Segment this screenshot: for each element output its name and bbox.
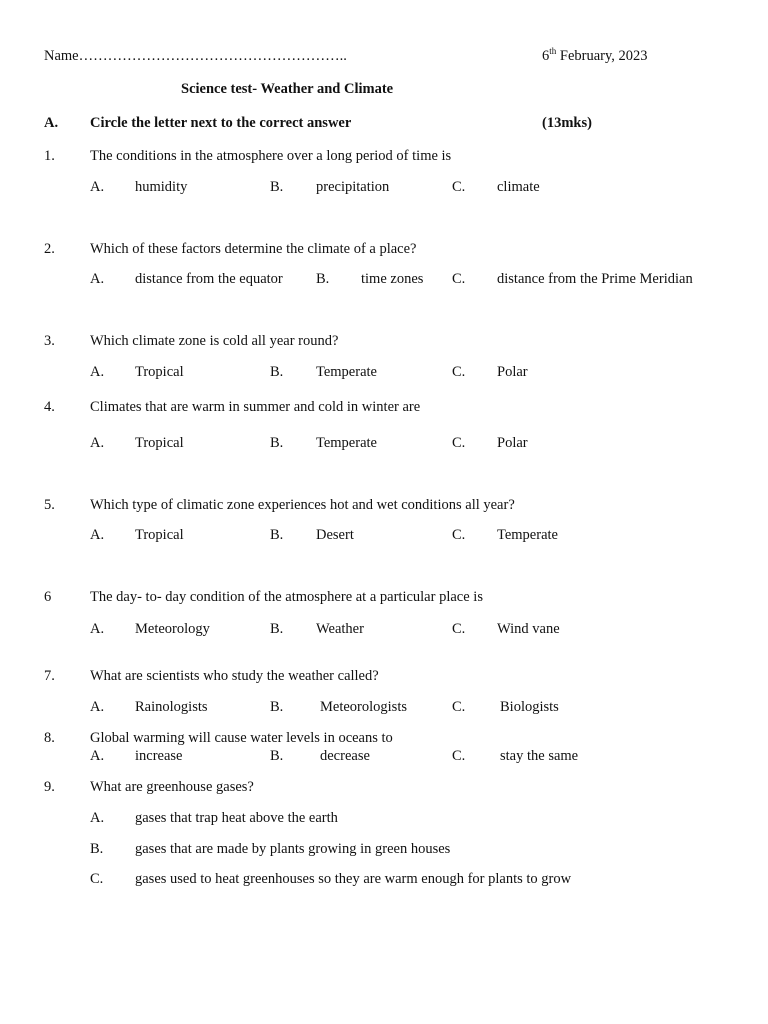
option-letter[interactable]: C. xyxy=(452,748,466,764)
question-number: 1. xyxy=(44,148,55,164)
option-letter[interactable]: B. xyxy=(270,621,284,637)
option-text: stay the same xyxy=(500,748,579,764)
question-text: What are scientists who study the weather called? xyxy=(90,668,379,684)
option-letter[interactable]: B. xyxy=(270,699,284,715)
option-letter[interactable]: A. xyxy=(90,527,105,543)
option-text: Tropical xyxy=(135,364,184,380)
option-letter[interactable]: A. xyxy=(90,621,105,637)
test-date: 6th February, 2023 xyxy=(542,46,648,64)
option-text: precipitation xyxy=(316,179,390,195)
option-letter[interactable]: A. xyxy=(90,699,105,715)
question-number: 4. xyxy=(44,399,55,415)
option-text: decrease xyxy=(320,748,370,764)
question-number: 6 xyxy=(44,589,52,605)
option-letter[interactable]: C. xyxy=(452,271,466,287)
question-text: The conditions in the atmosphere over a long period of time is xyxy=(90,148,452,164)
option-text: humidity xyxy=(135,179,188,195)
question-number: 7. xyxy=(44,668,55,684)
option-letter[interactable]: B. xyxy=(316,271,330,287)
option-text: Weather xyxy=(316,621,364,637)
option-text: climate xyxy=(497,179,540,195)
question-text: Climates that are warm in summer and cold in winter are xyxy=(90,399,421,415)
option-text: increase xyxy=(135,748,183,764)
option-text: gases that are made by plants growing in green houses xyxy=(135,841,451,857)
option-text: Desert xyxy=(316,527,354,543)
option-letter[interactable]: A. xyxy=(90,748,105,764)
option-letter[interactable]: C. xyxy=(452,364,466,380)
option-letter[interactable]: A. xyxy=(90,179,105,195)
option-text: Polar xyxy=(497,364,528,380)
question-text: Global warming will cause water levels in oceans to xyxy=(90,730,393,746)
option-letter[interactable]: C. xyxy=(90,871,104,887)
option-text: Tropical xyxy=(135,527,184,543)
question-text: Which of these factors determine the climate of a place? xyxy=(90,241,417,257)
option-letter[interactable]: B. xyxy=(270,179,284,195)
question-text: The day- to- day condition of the atmosphere at a particular place is xyxy=(90,589,483,605)
option-text: Temperate xyxy=(316,364,377,380)
option-letter[interactable]: C. xyxy=(452,527,466,543)
option-letter[interactable]: C. xyxy=(452,699,466,715)
option-letter[interactable]: B. xyxy=(90,841,104,857)
option-letter[interactable]: B. xyxy=(270,748,284,764)
section-instruction: Circle the letter next to the correct answer xyxy=(90,115,352,131)
option-text: distance from the Prime Meridian xyxy=(497,271,693,287)
question-number: 2. xyxy=(44,241,55,257)
option-letter[interactable]: C. xyxy=(452,621,466,637)
option-text: Temperate xyxy=(497,527,558,543)
option-text: time zones xyxy=(361,271,424,287)
option-text: gases that trap heat above the earth xyxy=(135,810,338,826)
option-text: Tropical xyxy=(135,435,184,451)
question-text: Which climate zone is cold all year round? xyxy=(90,333,339,349)
option-letter[interactable]: B. xyxy=(270,527,284,543)
option-text: Polar xyxy=(497,435,528,451)
option-letter[interactable]: A. xyxy=(90,810,105,826)
question-number: 9. xyxy=(44,779,55,795)
section-letter: A. xyxy=(44,115,59,131)
option-text: Meteorologists xyxy=(320,699,407,715)
option-text: Wind vane xyxy=(497,621,560,637)
option-letter[interactable]: B. xyxy=(270,364,284,380)
option-text: Meteorology xyxy=(135,621,210,637)
option-letter[interactable]: A. xyxy=(90,364,105,380)
option-text: gases used to heat greenhouses so they are warm enough for plants to grow xyxy=(135,871,572,887)
option-letter[interactable]: C. xyxy=(452,435,466,451)
option-text: Biologists xyxy=(500,699,559,715)
question-text: Which type of climatic zone experiences hot and wet conditions all year? xyxy=(90,497,515,513)
name-field-label: Name……………………………………………….. xyxy=(44,48,347,64)
test-title: Science test- Weather and Climate xyxy=(181,81,394,97)
option-text: Rainologists xyxy=(135,699,208,715)
section-marks: (13mks) xyxy=(542,115,592,131)
question-number: 5. xyxy=(44,497,55,513)
question-number: 3. xyxy=(44,333,55,349)
option-text: Temperate xyxy=(316,435,377,451)
option-letter[interactable]: C. xyxy=(452,179,466,195)
option-letter[interactable]: B. xyxy=(270,435,284,451)
question-text: What are greenhouse gases? xyxy=(90,779,254,795)
option-letter[interactable]: A. xyxy=(90,435,105,451)
question-number: 8. xyxy=(44,730,55,746)
option-letter[interactable]: A. xyxy=(90,271,105,287)
option-text: distance from the equator xyxy=(135,271,283,287)
